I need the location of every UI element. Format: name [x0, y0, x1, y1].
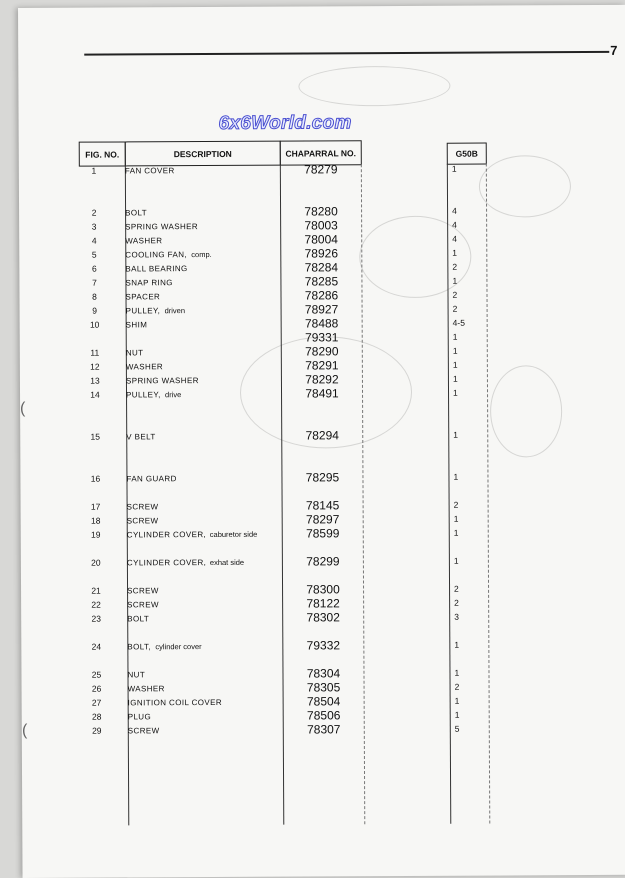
- chaparral-part-number: 78292: [305, 372, 339, 387]
- chaparral-part-number: 78284: [304, 260, 339, 275]
- part-description-detail: drive: [165, 390, 182, 400]
- part-description: SCREW: [127, 600, 159, 610]
- part-description: SPRING WASHER: [125, 222, 199, 232]
- site-watermark: 6x6World.com: [218, 112, 352, 134]
- fig-number: 13: [90, 375, 100, 386]
- model-quantity: 2: [452, 261, 458, 272]
- fig-number: 5: [91, 249, 97, 260]
- model-quantity: 2: [454, 681, 460, 692]
- chaparral-part-number: 78488: [304, 316, 339, 331]
- page-edge-mark: (: [22, 722, 28, 739]
- header-fig-no: FIG. NO.: [79, 141, 126, 166]
- fig-number: 9: [92, 305, 97, 316]
- part-description: BOLT,: [127, 642, 152, 652]
- part-description-detail: exhat side: [209, 557, 245, 568]
- model-quantity: 2: [453, 499, 459, 510]
- model-quantity: 1: [451, 163, 457, 174]
- model-quantity: 4: [452, 233, 457, 244]
- model-quantity: 1: [454, 695, 460, 706]
- fig-number: 21: [91, 585, 101, 596]
- chaparral-part-number: 78295: [305, 470, 340, 485]
- model-quantity: 1: [452, 373, 458, 384]
- part-description: IGNITION COIL COVER: [127, 697, 223, 708]
- chaparral-part-number: 78297: [305, 512, 340, 527]
- fig-number: 15: [90, 431, 101, 442]
- fig-number: 2: [91, 207, 97, 218]
- part-description: SCREW: [127, 726, 160, 736]
- fig-number: 20: [91, 557, 101, 568]
- part-description: NUT: [127, 670, 146, 680]
- part-description-detail: comp.: [191, 249, 212, 260]
- chaparral-part-number: 78599: [306, 526, 340, 541]
- page-number: 7: [610, 42, 618, 58]
- chaparral-part-number: 78927: [304, 302, 339, 317]
- chaparral-part-number: 78004: [304, 232, 338, 247]
- model-quantity: 1: [452, 331, 458, 342]
- fig-number: 12: [90, 361, 100, 372]
- model-quantity: 5: [454, 723, 460, 734]
- model-quantity: 4: [452, 205, 457, 216]
- fig-number: 7: [92, 277, 97, 288]
- fig-number: 14: [90, 389, 100, 400]
- chaparral-part-number: 78286: [304, 288, 339, 303]
- model-quantity: 1: [454, 667, 460, 678]
- chaparral-part-number: 78290: [305, 344, 339, 359]
- fig-number: 27: [91, 697, 102, 708]
- fig-number: 4: [91, 235, 97, 246]
- fig-number: 23: [91, 613, 101, 624]
- part-description: PLUG: [127, 712, 152, 722]
- part-description: SCREW: [126, 502, 159, 512]
- model-quantity: 1: [452, 247, 458, 258]
- fig-number: 6: [91, 263, 97, 274]
- model-quantity: 2: [454, 583, 459, 594]
- fig-number: 16: [90, 473, 101, 484]
- model-quantity: 4-5: [452, 317, 465, 328]
- fig-number: 24: [91, 641, 102, 652]
- part-description: WASHER: [127, 684, 165, 694]
- chaparral-part-number: 78504: [306, 694, 341, 709]
- fig-number: 22: [91, 599, 101, 610]
- fig-number: 28: [91, 711, 102, 722]
- chaparral-part-number: 78279: [304, 162, 338, 177]
- fig-number: 11: [90, 347, 100, 358]
- part-description: BOLT: [127, 614, 150, 624]
- table-row: [21, 525, 625, 542]
- model-quantity: 1: [454, 639, 460, 650]
- model-quantity: 1: [453, 513, 459, 524]
- part-description: SCREW: [127, 586, 159, 596]
- part-description: CYLINDER COVER,: [126, 530, 207, 540]
- part-description: SPRING WASHER: [125, 376, 199, 386]
- part-description: SHIM: [125, 320, 148, 330]
- chaparral-part-number: 78003: [304, 218, 338, 233]
- header-description: DESCRIPTION: [125, 141, 281, 167]
- fig-number: 19: [90, 529, 101, 540]
- chaparral-part-number: 78145: [305, 498, 340, 513]
- part-description: CYLINDER COVER,: [126, 558, 207, 568]
- model-quantity: 1: [452, 387, 458, 398]
- table-row: [21, 637, 625, 654]
- model-quantity: 1: [452, 359, 458, 370]
- part-description: FAN GUARD: [126, 474, 177, 484]
- header-chaparral-no: CHAPARRAL NO.: [280, 140, 362, 165]
- chaparral-part-number: 78291: [305, 358, 339, 373]
- chaparral-part-number: 78305: [306, 680, 341, 695]
- chaparral-part-number: 79332: [306, 638, 341, 653]
- fig-number: 17: [90, 501, 101, 512]
- header-rule: [84, 51, 609, 56]
- part-description-detail: caburetor side: [209, 529, 258, 540]
- model-quantity: 1: [453, 555, 459, 566]
- part-description-detail: driven: [164, 306, 186, 316]
- chaparral-part-number: 78299: [306, 554, 340, 569]
- chaparral-part-number: 78300: [306, 582, 340, 597]
- fig-number: 25: [91, 669, 102, 680]
- fig-number: 10: [89, 319, 100, 330]
- model-quantity: 1: [452, 345, 458, 356]
- part-description: FAN COVER: [124, 166, 175, 176]
- model-quantity: 3: [454, 611, 459, 622]
- chaparral-part-number: 78304: [306, 666, 341, 681]
- chaparral-part-number: 78307: [307, 722, 341, 737]
- header-model: G50B: [447, 143, 487, 165]
- fig-number: 26: [91, 683, 102, 694]
- fig-number: 18: [90, 515, 101, 526]
- part-description: SCREW: [126, 516, 159, 526]
- chaparral-part-number: 78122: [306, 596, 340, 611]
- model-quantity: 1: [453, 527, 459, 538]
- chaparral-part-number: 78280: [304, 204, 338, 219]
- part-description: WASHER: [125, 236, 163, 246]
- part-description: PULLEY,: [125, 306, 161, 316]
- model-quantity: 1: [454, 709, 460, 720]
- chaparral-part-number: 78926: [304, 246, 339, 261]
- model-quantity: 1: [452, 275, 458, 286]
- chaparral-part-number: 78285: [304, 274, 339, 289]
- table-row: [21, 553, 625, 570]
- table-row: [21, 609, 625, 626]
- part-description: COOLING FAN,: [125, 250, 188, 260]
- fig-number: 3: [91, 221, 97, 232]
- part-description: BOLT: [125, 208, 148, 218]
- fig-number: 8: [92, 291, 97, 302]
- part-description-detail: cylinder cover: [155, 642, 202, 652]
- page-edge-mark: (: [20, 400, 26, 417]
- model-quantity: 2: [452, 303, 458, 314]
- chaparral-part-number: 79331: [305, 330, 339, 345]
- model-quantity: 2: [452, 289, 458, 300]
- document-page: [18, 5, 625, 878]
- part-description: SPACER: [125, 292, 161, 302]
- chaparral-part-number: 78302: [306, 610, 340, 625]
- part-description: SNAP RING: [125, 278, 173, 288]
- model-quantity: 4: [452, 219, 457, 230]
- part-description: V BELT: [126, 432, 156, 442]
- part-description: WASHER: [125, 362, 164, 372]
- part-description: PULLEY,: [126, 390, 161, 400]
- model-quantity: 1: [453, 471, 459, 482]
- chaparral-part-number: 78294: [305, 428, 339, 443]
- fig-number: 29: [92, 725, 102, 736]
- model-quantity: 2: [454, 597, 459, 608]
- part-description: BALL BEARING: [125, 264, 188, 274]
- table-row: [22, 721, 625, 738]
- chaparral-part-number: 78491: [305, 386, 339, 401]
- ghost-diagram-ring: [298, 66, 450, 107]
- model-quantity: 1: [453, 429, 459, 440]
- fig-number: 1: [91, 165, 97, 176]
- part-description: NUT: [125, 348, 144, 358]
- table-row: [20, 469, 625, 486]
- chaparral-part-number: 78506: [306, 708, 341, 723]
